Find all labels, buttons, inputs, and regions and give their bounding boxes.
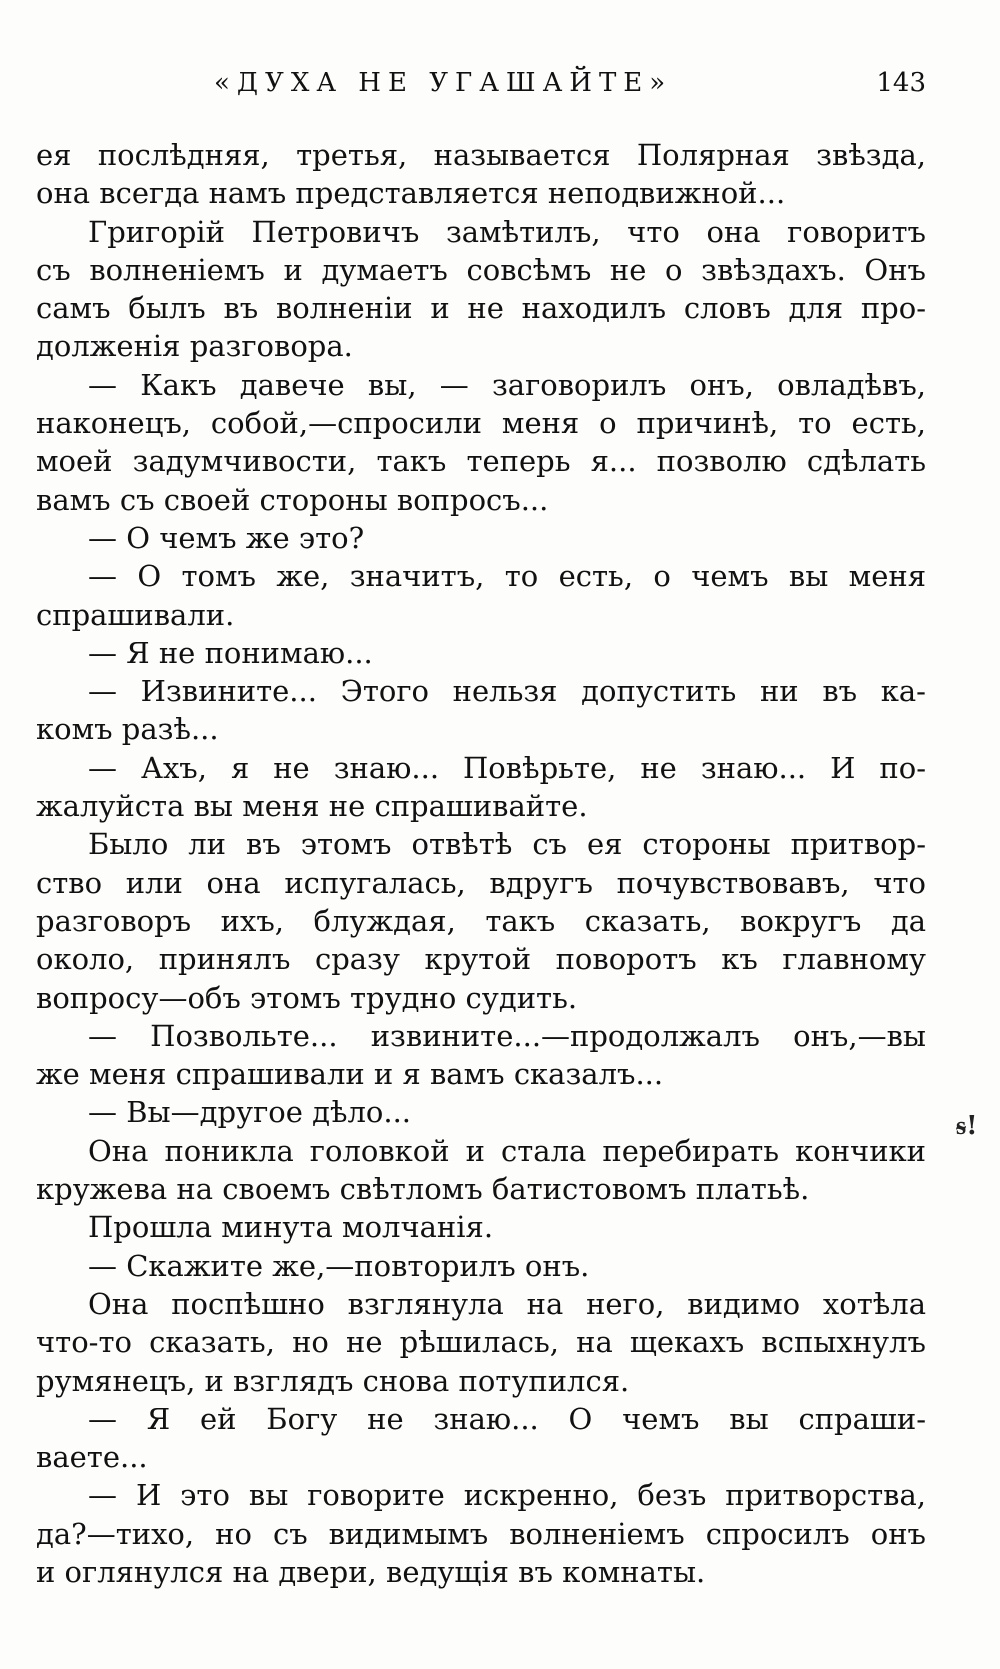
text-line: комъ разѣ... [36, 712, 219, 747]
text-line: около, принялъ сразу крутой поворотъ къ главному [36, 942, 926, 977]
text-line: — Какъ давече вы, — заговорилъ онъ, овладѣвъ, [88, 367, 926, 402]
text-line: — И это вы говорите искренно, безъ притворства, [88, 1478, 926, 1513]
text-line: и оглянулся на двери, ведущія въ комнаты. [36, 1554, 706, 1589]
page-header [36, 62, 926, 102]
text-line: — О томъ же, значитъ, то есть, о чемъ вы меня [88, 559, 926, 594]
text-line: — Скажите же,—повторилъ онъ. [88, 1248, 590, 1283]
text-line: разговоръ ихъ, блуждая, такъ сказать, вокругъ да [36, 903, 926, 938]
text-line: она всегда намъ представляется неподвижной... [36, 176, 786, 211]
page-number: 143 [876, 68, 926, 98]
text-line: ваете... [36, 1440, 148, 1475]
text-line: Она поникла головкой и стала перебирать кончики [88, 1133, 926, 1168]
text-line: — Ахъ, я не знаю... Повѣрьте, не знаю... И по- [88, 750, 926, 785]
text-line: да?—тихо, но съ видимымъ волненіемъ спросилъ онъ [36, 1516, 926, 1551]
text-line: Было ли въ этомъ отвѣтѣ съ ея стороны притвор- [88, 827, 926, 862]
text-line: — Позвольте... извините...—продолжалъ онъ,—вы [88, 1018, 926, 1053]
text-line: ство или она испугалась, вдругъ почувствовавъ, что [36, 865, 926, 900]
text-line: моей задумчивости, такъ теперь я... позволю сдѣлать [36, 444, 926, 479]
text-line: что-то сказать, но не рѣшилась, на щекахъ вспыхнулъ [36, 1325, 926, 1360]
text-line: — Я ей Богу не знаю... О чемъ вы спраши- [88, 1401, 926, 1436]
running-title: «ДУХА НЕ УГАШАЙТЕ» [214, 68, 673, 98]
text-line: — О чемъ же это? [88, 520, 365, 555]
text-line: вопросу—объ этомъ трудно судить. [36, 980, 578, 1015]
text-line: Прошла минута молчанія. [88, 1210, 494, 1245]
text-line: — Я не понимаю... [88, 635, 373, 670]
margin-mark: ᵴ! [956, 1111, 978, 1141]
text-line: — Вы—другое дѣло... [88, 1095, 412, 1130]
text-line: съ волненіемъ и думаетъ совсѣмъ не о звѣздахъ. Онъ [36, 252, 926, 287]
text-line: вамъ съ своей стороны вопросъ... [36, 482, 549, 517]
text-line: ея послѣдняя, третья, называется Полярная звѣзда, [36, 138, 926, 172]
text-line: — Извините... Этого нельзя допустить ни въ ка- [88, 674, 926, 709]
text-line: спрашивали. [36, 597, 235, 632]
text-line: долженія разговора. [36, 329, 353, 364]
text-line: Она поспѣшно взглянула на него, видимо хотѣла [88, 1286, 926, 1321]
text-line: румянецъ, и взглядъ снова потупился. [36, 1363, 630, 1398]
text-line: Григорій Петровичъ замѣтилъ, что она говоритъ [88, 214, 926, 249]
text-line: кружева на своемъ свѣтломъ батистовомъ платьѣ. [36, 1172, 810, 1207]
body-text [36, 136, 926, 1591]
text-line: же меня спрашивали и я вамъ сказалъ... [36, 1057, 664, 1092]
text-line: жалуйста вы меня не спрашивайте. [36, 789, 588, 824]
text-line: самъ былъ въ волненіи и не находилъ словъ для про- [36, 291, 926, 326]
text-line: наконецъ, собой,—спросили меня о причинѣ, то есть, [36, 406, 926, 441]
